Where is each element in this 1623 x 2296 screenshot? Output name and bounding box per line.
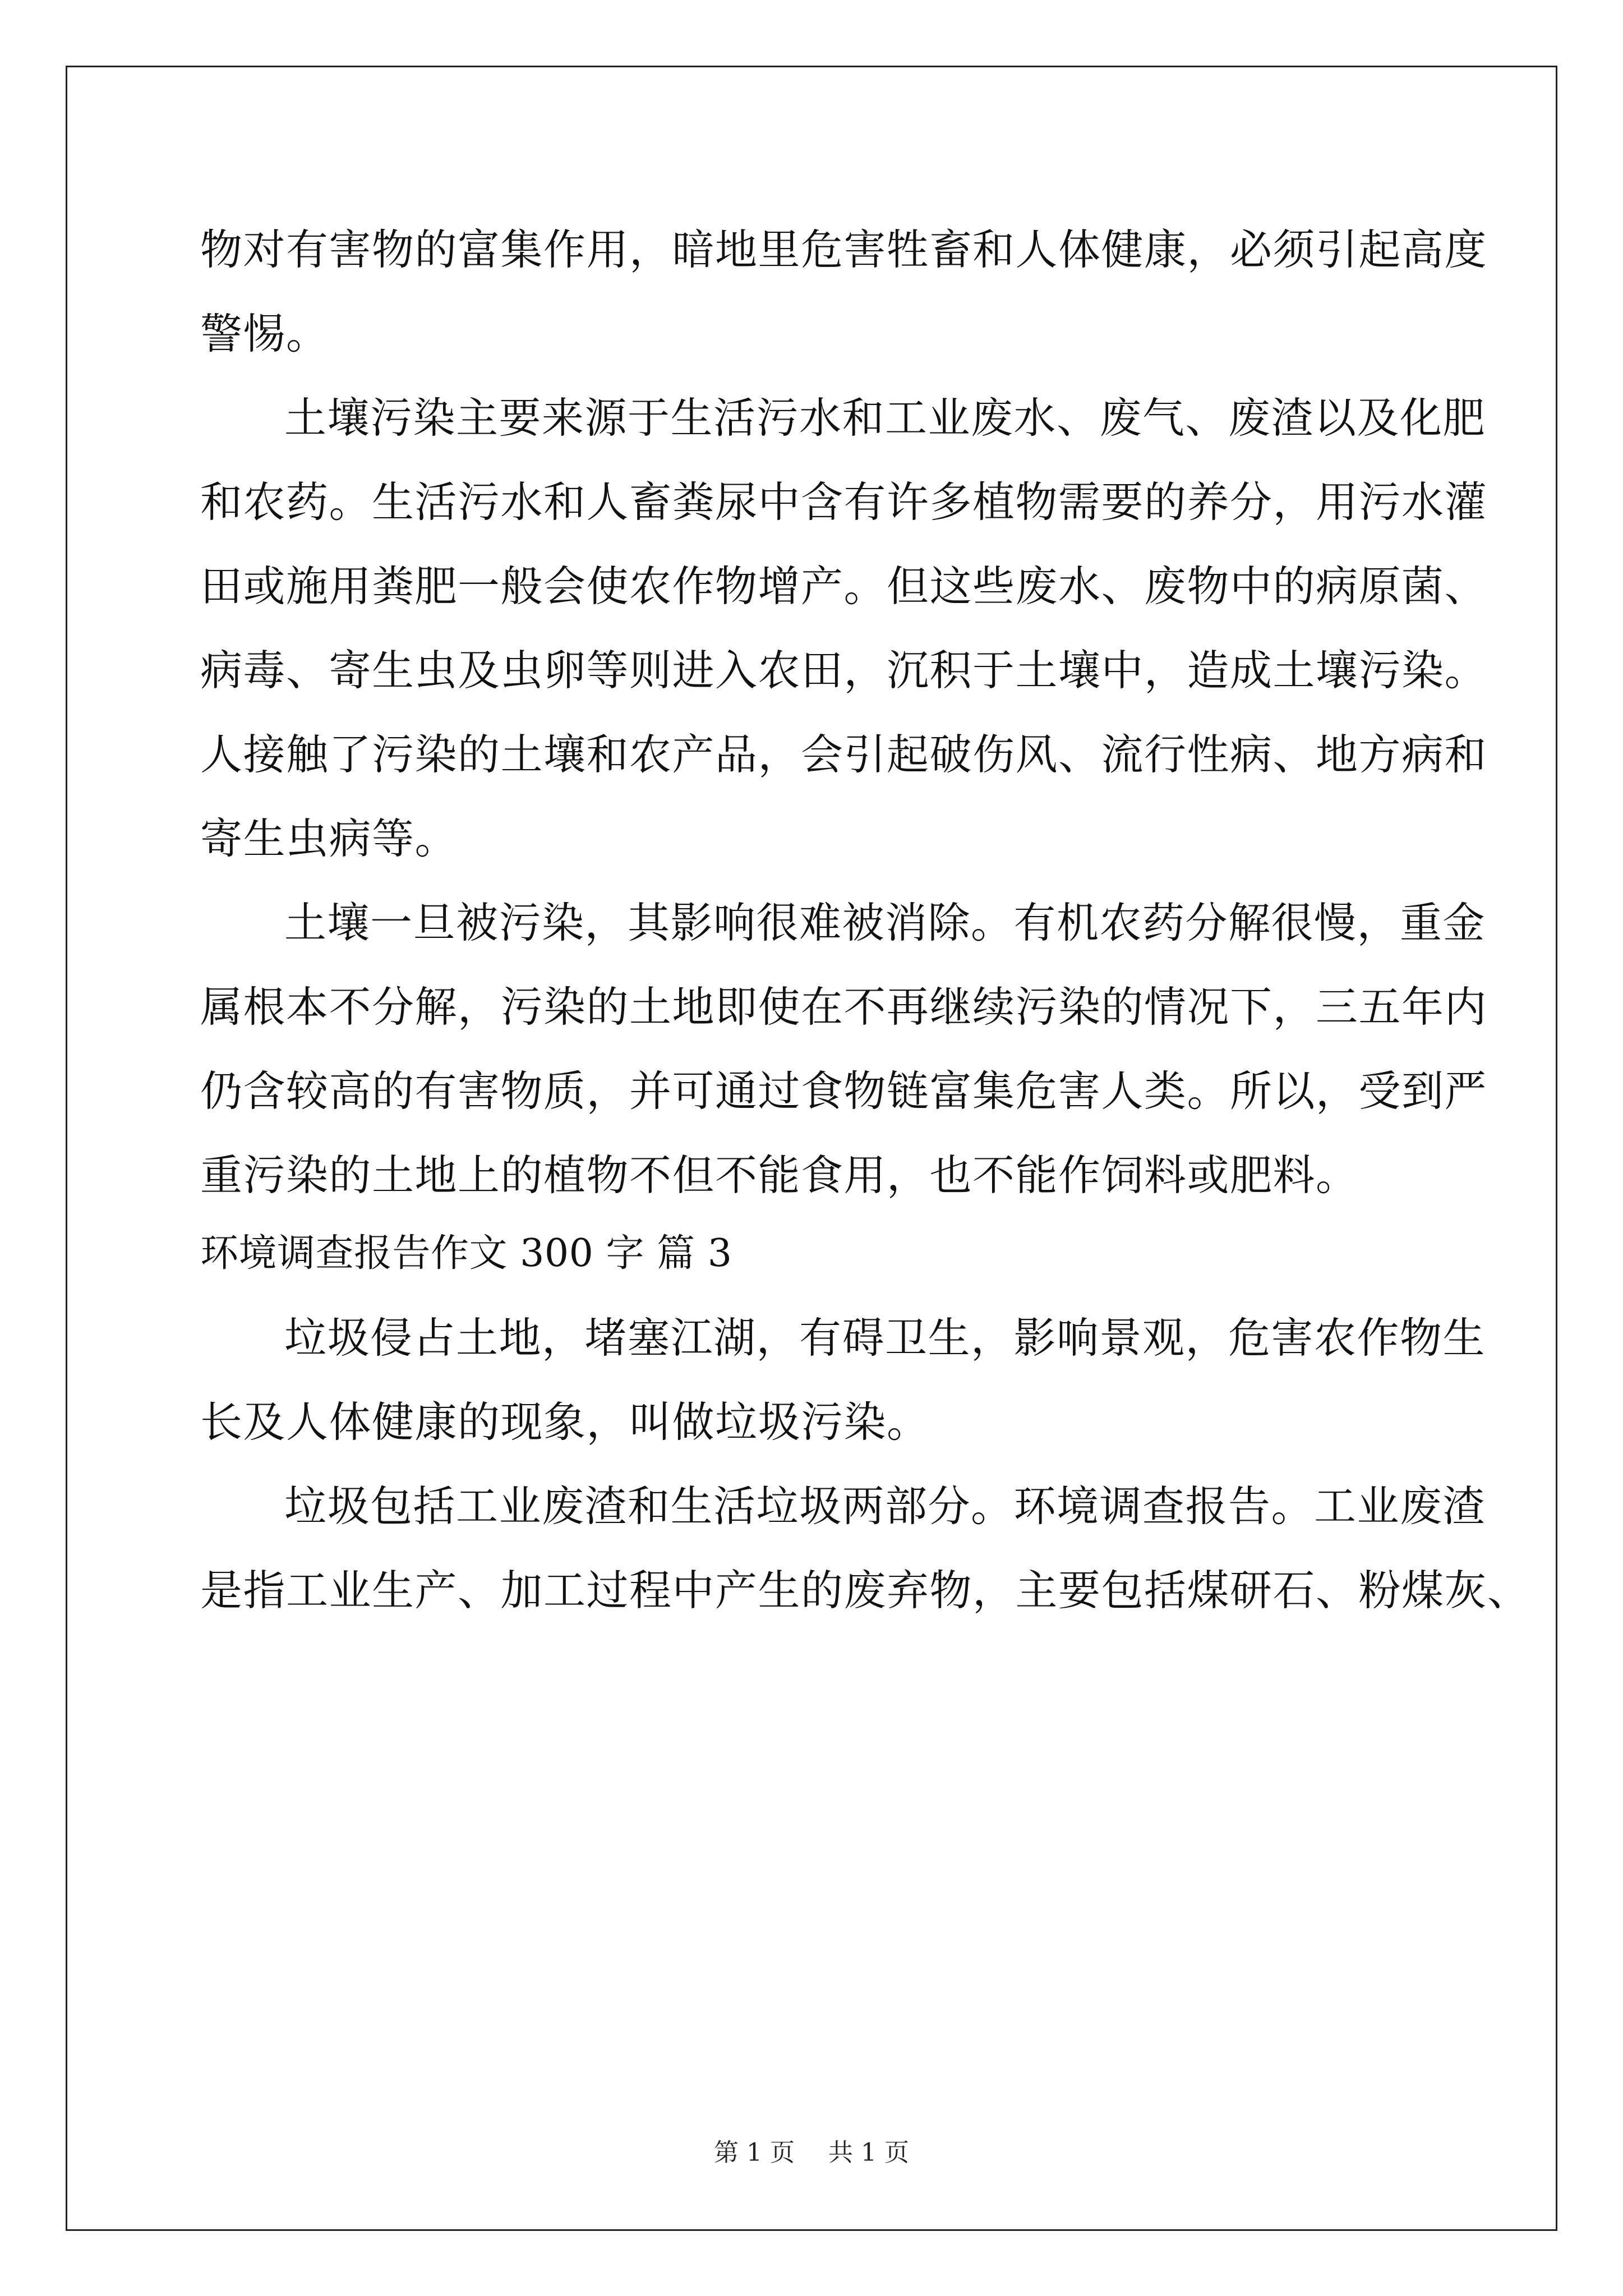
paragraph-first-line: 垃圾侵占土地，堵塞江湖，有碍卫生，影响景观，危害农作物生 [284, 1313, 1486, 1363]
text-line: 重污染的土地上的植物不但不能食用，也不能作饲料或肥料。 [200, 1151, 1359, 1200]
text-line: 病毒、寄生虫及虫卵等则进入农田，沉积于土壤中，造成土壤污染。 [200, 646, 1488, 695]
text-line: 人接触了污染的土壤和农产品，会引起破伤风、流行性病、地方病和 [200, 730, 1488, 779]
paragraph-first-line: 土壤污染主要来源于生活污水和工业废水、废气、废渣以及化肥 [284, 393, 1486, 443]
section-heading: 环境调查报告作文 300 字 篇 3 [200, 1231, 732, 1276]
page-footer [0, 2136, 1623, 2170]
text-line: 是指工业生产、加工过程中产生的废弃物，主要包括煤研石、粉煤灰、 [200, 1566, 1530, 1615]
page-number: 第 1 页 [714, 2138, 795, 2167]
text-line: 寄生虫病等。 [200, 814, 458, 863]
paragraph-first-line: 垃圾包括工业废渣和生活垃圾两部分。环境调查报告。工业废渣 [284, 1481, 1486, 1531]
text-line: 警惕。 [200, 309, 329, 358]
paragraph-first-line: 土壤一旦被污染，其影响很难被消除。有机农药分解很慢，重金 [284, 898, 1486, 947]
text-line: 田或施用粪肥一般会使农作物增产。但这些废水、废物中的病原菌、 [200, 562, 1488, 611]
text-line: 仍含较高的有害物质，并可通过食物链富集危害人类。所以，受到严 [200, 1066, 1488, 1116]
text-line: 物对有害物的富集作用，暗地里危害牲畜和人体健康，必须引起高度 [200, 225, 1488, 274]
text-line: 和农药。生活污水和人畜粪尿中含有许多植物需要的养分，用污水灌 [200, 477, 1488, 527]
page-total: 共 1 页 [828, 2138, 909, 2167]
text-line: 长及人体健康的现象，叫做垃圾污染。 [200, 1397, 930, 1447]
text-line: 属根本不分解，污染的土地即使在不再继续污染的情况下，三五年内 [200, 982, 1488, 1032]
